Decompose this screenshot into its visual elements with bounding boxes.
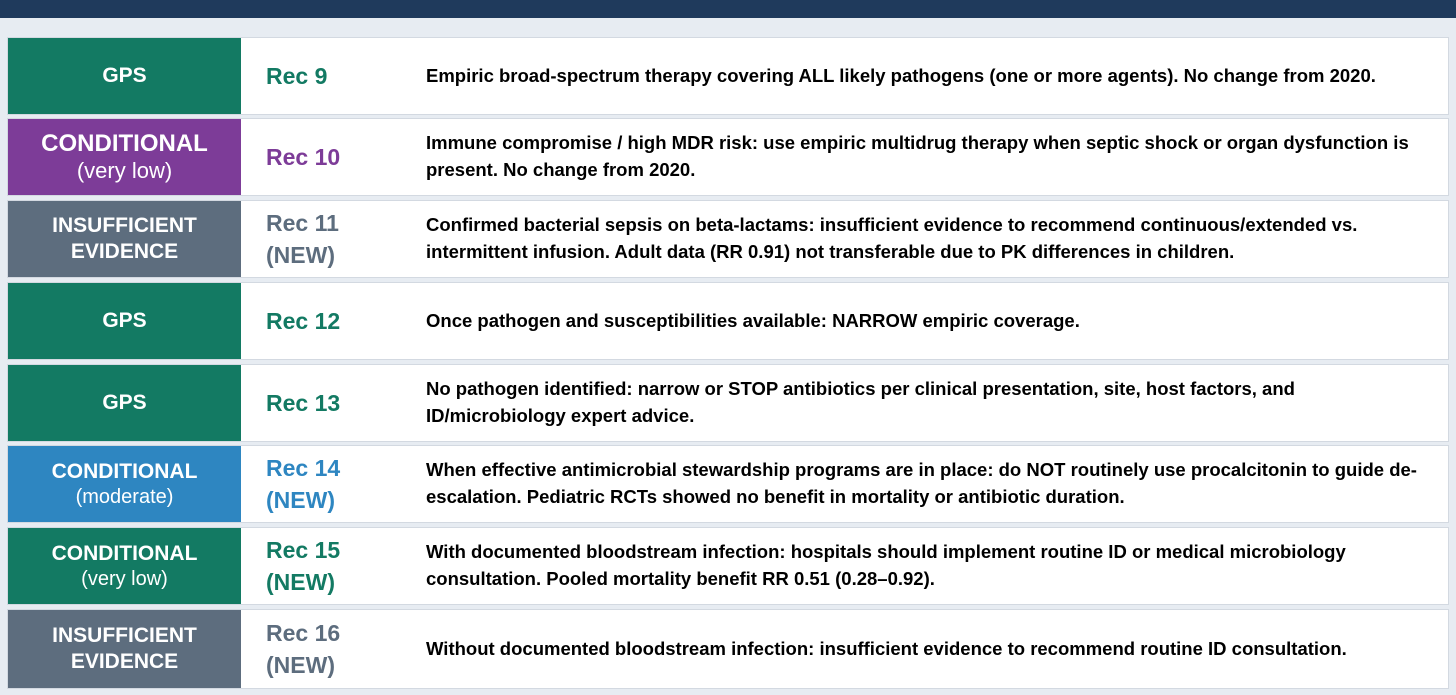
strength-badge: [8, 365, 241, 441]
rec-description: Immune compromise / high MDR risk: use empiric multidrug therapy when septic shock or organ dysfunction is present. No change from 2020.: [426, 132, 1409, 180]
certainty-label: (very low): [81, 567, 168, 590]
strength-label: INSUFFICIENT: [52, 624, 197, 648]
rec-label: Rec 11: [266, 209, 339, 236]
strength-label: CONDITIONAL: [51, 542, 198, 565]
strength-label: GPS: [102, 391, 147, 415]
rec-label: Rec 13: [266, 389, 341, 416]
rec-label: Rec 10: [266, 143, 341, 170]
strength-badge: [8, 283, 241, 359]
certainty-label: (moderate): [75, 485, 174, 508]
strength-label: GPS: [102, 309, 147, 333]
new-tag: (NEW): [266, 242, 335, 268]
rec-label: Rec 9: [266, 62, 328, 89]
rec-number: [266, 38, 416, 114]
rec-label: Rec 16: [266, 619, 341, 646]
strength-badge: [8, 201, 241, 277]
certainty-label: EVIDENCE: [70, 240, 179, 263]
header-bar: [0, 0, 1456, 18]
table-row: [7, 609, 1449, 689]
rec-label: Rec 12: [266, 307, 341, 334]
rec-number: [266, 528, 416, 604]
rec-label: Rec 14: [266, 454, 341, 481]
table-row: [7, 282, 1449, 360]
rec-description: Once pathogen and susceptibilities available: NARROW empiric coverage.: [426, 309, 1080, 331]
rec-label: Rec 15: [266, 536, 341, 563]
rec-description: Empiric broad-spectrum therapy covering ALL likely pathogens (one or more agents). No change from 2020.: [426, 64, 1376, 86]
strength-label: CONDITIONAL: [41, 129, 208, 157]
strength-badge: [8, 528, 241, 604]
rec-number: [266, 446, 416, 522]
table-row: [7, 445, 1449, 523]
new-tag: (NEW): [266, 569, 335, 595]
rec-description: Confirmed bacterial sepsis on beta-lactams: insufficient evidence to recommend continuous/extended vs. intermittent infusion. Adult data (RR 0.91) not transferable due to PK differences in children.: [426, 214, 1358, 262]
rec-number: [266, 119, 416, 195]
table-row: [7, 200, 1449, 278]
rec-description: When effective antimicrobial stewardship programs are in place: do NOT routinely use procalcitonin to guide de-escalation. Pediatric RCTs showed no benefit in mortality or antibiotic duration.: [426, 459, 1417, 507]
strength-badge: [8, 119, 241, 195]
certainty-label: EVIDENCE: [70, 650, 179, 673]
rec-number: [266, 610, 416, 688]
certainty-label: (very low): [76, 158, 173, 184]
table-row: [7, 118, 1449, 196]
strength-label: GPS: [102, 64, 147, 88]
rec-description: With documented bloodstream infection: hospitals should implement routine ID or medical microbiology consultation. Pooled mortality benefit RR 0.51 (0.28–0.92).: [426, 541, 1346, 589]
strength-badge: [8, 610, 241, 688]
rec-number: [266, 365, 416, 441]
rec-description: Without documented bloodstream infection: insufficient evidence to recommend routine ID consultation.: [426, 637, 1347, 659]
strength-label: CONDITIONAL: [51, 460, 198, 483]
table-row: [7, 527, 1449, 605]
strength-label: INSUFFICIENT: [52, 214, 197, 238]
strength-badge: [8, 38, 241, 114]
table-row: [7, 37, 1449, 115]
rec-description: No pathogen identified: narrow or STOP antibiotics per clinical presentation, site, host factors, and ID/microbiology expert advice.: [426, 378, 1295, 426]
rec-number: [266, 283, 416, 359]
table-row: [7, 364, 1449, 442]
new-tag: (NEW): [266, 487, 335, 513]
strength-badge: [8, 446, 241, 522]
rec-number: [266, 201, 416, 277]
new-tag: (NEW): [266, 652, 335, 678]
